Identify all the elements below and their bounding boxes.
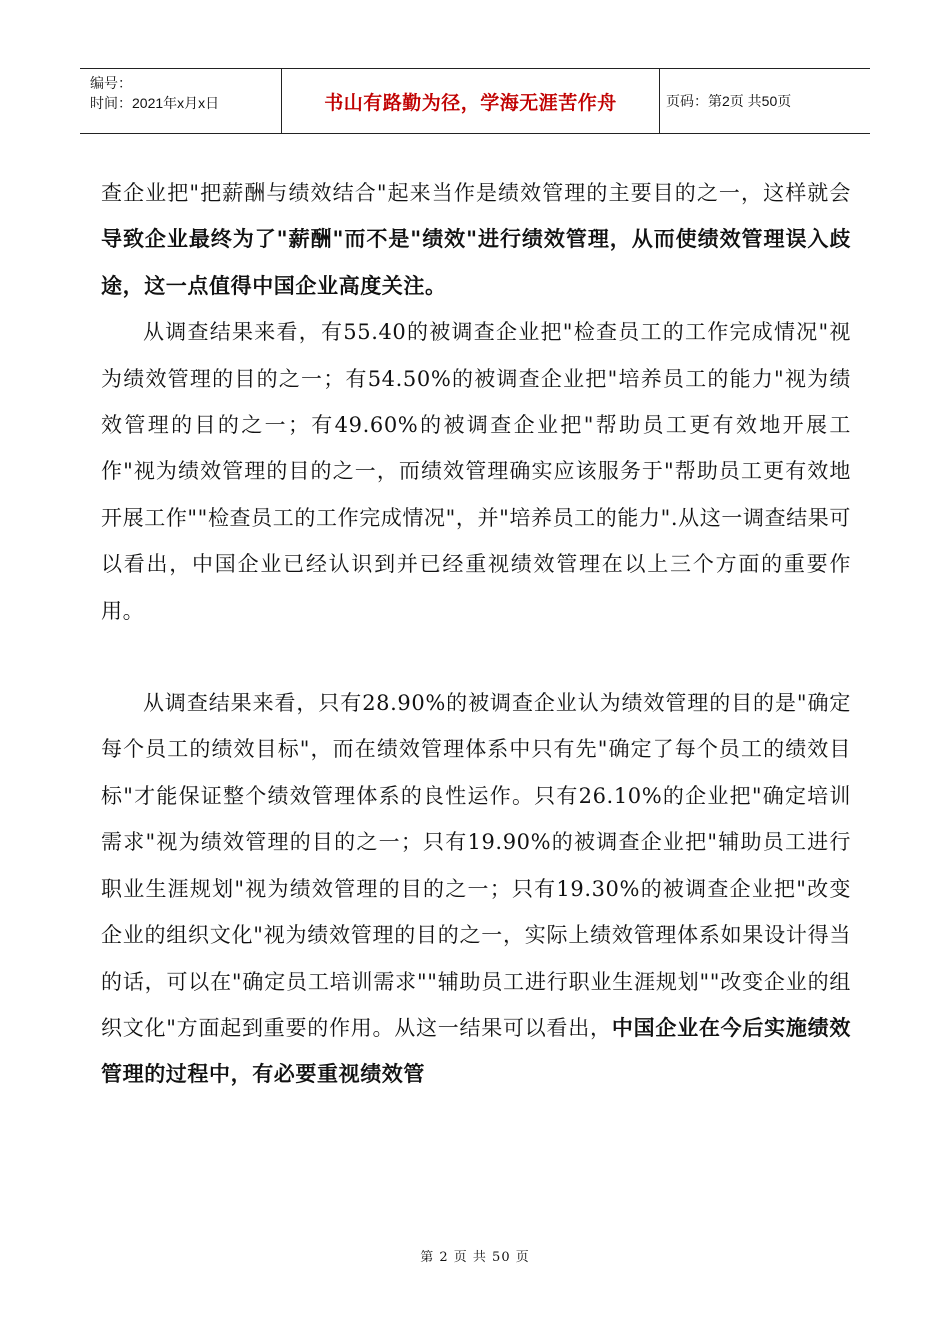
paragraph-1 [101, 170, 851, 309]
paragraph-3 [101, 680, 851, 1098]
page-header [80, 68, 870, 134]
paragraph-1-text: 查企业把"把薪酬与绩效结合"起来当作是绩效管理的主要目的之一，这样就会 [101, 181, 851, 205]
page-footer: 第 2 页 共 50 页 [420, 1250, 530, 1265]
paragraph-1-bold-text: 导致企业最终为了"薪酬"而不是"绩效"进行绩效管理，从而使绩效管理误入歧途，这一点值得中国企业高度关注。 [101, 227, 851, 298]
document-number-label: 编号： [90, 75, 132, 91]
paragraph-3-text: 从调查结果来看，只有28.90%的被调查企业认为绩效管理的目的是"确定每个员工的绩效目标"，而在绩效管理体系中只有先"确定了每个员工的绩效目标"才能保证整个绩效管理体系的良性运作。只有26.10%的企业把"确定培训需求"视为绩效管理的目的之一；只有19.90%的被调查企业把"辅助员工进行职业生涯规划"视为绩效管理的目的之一；只有19.30%的被调查企业把"改变企业的组织文化"视为绩效管理的目的之一，实际上绩效管理体系如果设计得当的话，可以在"确定员工培训需求""辅助员工进行职业生涯规划""改变企业的组织文化"方面起到重要的作用。从这一结果可以看出， [101, 691, 851, 1040]
header-motto: 书山有路勤为径，学海无涯苦作舟 [282, 69, 660, 133]
paragraph-3-bold-text: 中国企业在今后实施绩效管理的过程中，有必要重视绩效管 [101, 1015, 851, 1087]
document-time-label: 时间：2021年x月x日 [90, 95, 220, 111]
header-page-code: 页码：第2页 共50页 [666, 93, 792, 109]
paragraph-2: 从调查结果来看，有55.40的被调查企业把"检查员工的工作完成情况"视为绩效管理的目的之一；有54.50%的被调查企业把"培养员工的能力"视为绩效管理的目的之一；有49.60%的被调查企业把"帮助员工更有效地开展工作"视为绩效管理的目的之一，而绩效管理确实应该服务于"帮助员工更有效地开展工作""检查员工的工作完成情况"，并"培养员工的能力".从这一调查结果可以看出，中国企业已经认识到并已经重视绩效管理在以上三个方面的重要作用。 [101, 320, 851, 623]
document-body [101, 170, 851, 1098]
header-meta-cell [80, 69, 282, 133]
